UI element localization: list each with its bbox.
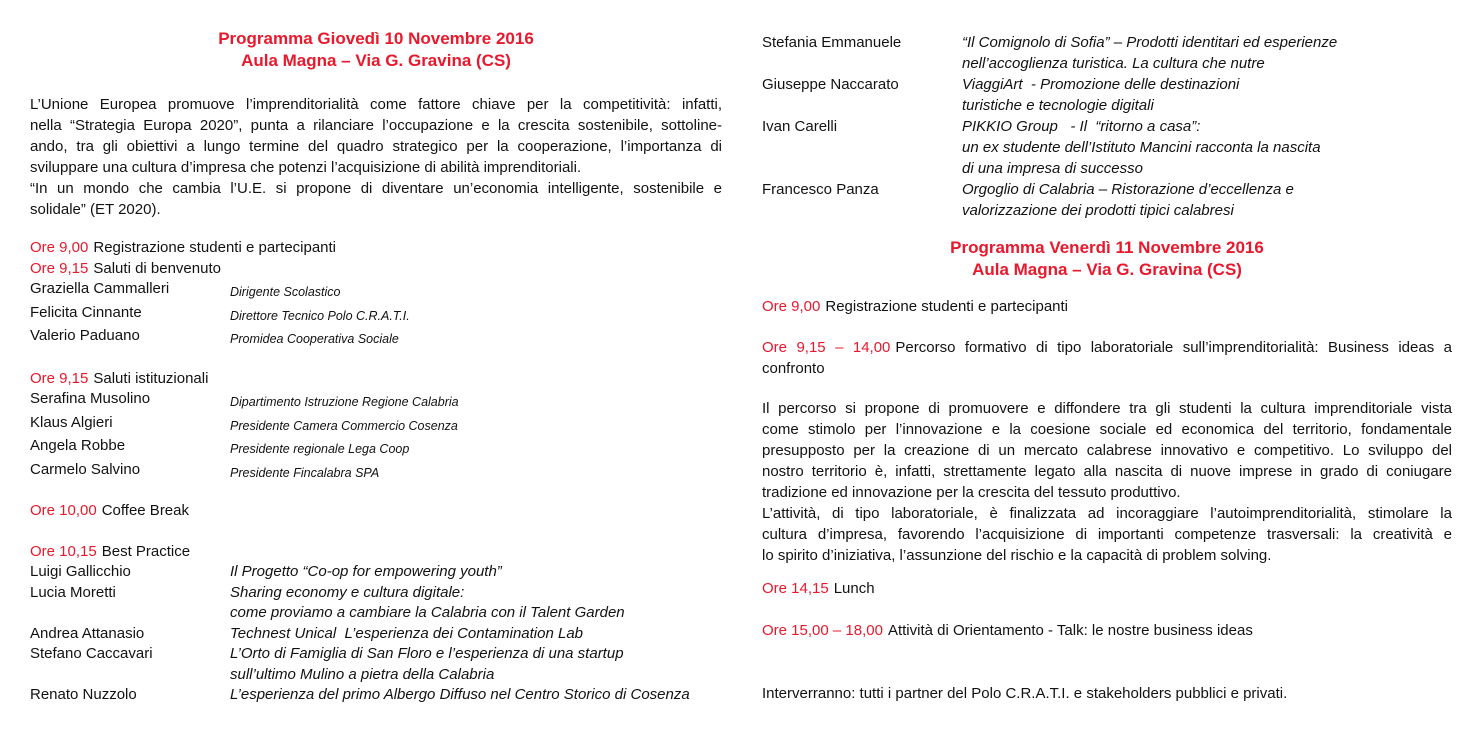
schedule-item-coffee-break: [30, 501, 722, 522]
talk-description: [230, 624, 583, 645]
person-role: Direttore Tecnico Polo C.R.A.T.I.: [230, 308, 410, 323]
person-row: [30, 389, 722, 413]
intro-line: ando, tra gli obiettivi a lungo termine del quadro strategico per la cooperazione, l’importanza di: [30, 138, 722, 155]
schedule-item-registration-friday: [762, 296, 1452, 317]
schedule-label: Lunch: [833, 580, 875, 597]
person-row: [30, 460, 722, 484]
speaker-row: [762, 116, 1452, 179]
speaker-row: [30, 624, 722, 645]
talk-description: [962, 179, 1294, 221]
talk-description: [962, 116, 1321, 179]
person-name: Valerio Paduano: [30, 327, 140, 344]
schedule-label: Registrazione studenti e partecipanti: [93, 239, 337, 256]
friday-program-column: [722, 0, 1479, 738]
intro-line: sviluppare una cultura d’impresa che potenzi l’acquisizione di abilità imprenditoriali.: [30, 159, 582, 176]
best-practice-section: [30, 542, 722, 706]
talk-description-line: Il Progetto “Co-op for empowering youth”: [230, 563, 502, 580]
intro-line: “In un mondo che cambia l’U.E. si propone di diventare un’economia intelligente, sostenibile e: [30, 180, 722, 197]
schedule-time: Ore 10,00: [30, 502, 97, 519]
talk-description-line: Orgoglio di Calabria – Ristorazione d’eccellenza e: [962, 181, 1294, 198]
schedule-label: Saluti di benvenuto: [93, 259, 221, 277]
schedule-label: Registrazione studenti e partecipanti: [825, 298, 1069, 315]
thursday-morning-schedule: [30, 238, 722, 350]
talk-description-line: un ex studente dell’Istituto Mancini racconta la nascita: [962, 139, 1321, 156]
person-name: Serafina Musolino: [30, 390, 151, 407]
person-role: Dirigente Scolastico: [230, 285, 341, 299]
description-line: come stimolo per l’innovazione e la coesione sociale ed economica del territorio, fondamentale: [762, 421, 1452, 438]
friday-title-line2: Aula Magna – Via G. Gravina (CS): [972, 260, 1242, 279]
talk-description-line: Sharing economy e cultura digitale:: [230, 583, 465, 601]
schedule-item-registration: [30, 238, 722, 259]
intro-line: L’Unione Europea promuove l’imprenditorialità come fattore chiave per la competitività: infatti,: [30, 96, 722, 113]
intro-line: solidale” (ET 2020).: [30, 201, 161, 218]
schedule-time: Ore 9,15 – 14,00: [762, 339, 891, 356]
talk-description: [962, 74, 1239, 116]
description-line: Il percorso si propone di promuovere e diffondere tra gli studenti la cultura imprenditoriale vista: [762, 400, 1452, 417]
schedule-label: Percorso formativo di tipo laboratoriale sull’imprenditorialità: Business ideas a confronto: [762, 339, 1452, 377]
person-role: Presidente regionale Lega Coop: [230, 442, 410, 456]
talk-description-line: valorizzazione dei prodotti tipici calabresi: [962, 202, 1234, 219]
schedule-item-lunch: [762, 578, 1452, 599]
talk-description: [230, 644, 624, 685]
partners-note: Interverranno: tutti i partner del Polo C.R.A.T.I. e stakeholders pubblici e privati.: [762, 685, 1288, 702]
person-name: Felicita Cinnante: [30, 303, 142, 321]
talk-description: [230, 685, 690, 706]
talk-description-line: “Il Comignolo di Sofia” – Prodotti identitari ed esperienze: [962, 34, 1338, 51]
speaker-row: [762, 179, 1452, 221]
talk-description: [230, 583, 625, 624]
schedule-item-institutional: [30, 369, 722, 390]
schedule-label: Best Practice: [101, 542, 191, 560]
speaker-name: Lucia Moretti: [30, 583, 116, 601]
schedule-label: Coffee Break: [101, 502, 189, 519]
person-name: Angela Robbe: [30, 437, 126, 454]
talk-description-line: sull’ultimo Mulino a pietra della Calabria: [230, 665, 495, 683]
person-name: Klaus Algieri: [30, 413, 113, 431]
talk-description-line: PIKKIO Group - Il “ritorno a casa”:: [962, 118, 1201, 135]
thursday-title: [30, 28, 722, 72]
schedule-time: Ore 9,00: [762, 298, 821, 315]
speaker-row: [762, 74, 1452, 116]
speaker-name: Stefano Caccavari: [30, 645, 153, 662]
description-line: nostro territorio è, infatti, strettamente legato alla nascita di nuove imprese in grado di coniugare: [762, 463, 1452, 480]
schedule-item-orientation-talk: [762, 620, 1452, 641]
speaker-row: [762, 32, 1452, 74]
thursday-program-column: [0, 0, 722, 738]
person-row: [30, 436, 722, 460]
schedule-label: Saluti istituzionali: [93, 369, 209, 387]
talk-description: [230, 562, 502, 583]
talk-description-line: come proviamo a cambiare la Calabria con il Talent Garden: [230, 604, 625, 621]
schedule-time: Ore 14,15: [762, 580, 829, 597]
person-row: [30, 326, 722, 350]
description-line: tradizione ed innovazione per la crescita del tessuto produttivo.: [762, 484, 1181, 501]
friday-title-line1: Programma Venerdì 11 Novembre 2016: [950, 238, 1264, 257]
schedule-item-workshop: [762, 337, 1452, 379]
coffee-break-section: [30, 501, 722, 522]
schedule-time: Ore 9,15: [30, 259, 89, 277]
talk-description-line: L’esperienza del primo Albergo Diffuso nel Centro Storico di Cosenza: [230, 686, 690, 703]
workshop-description: [762, 398, 1452, 566]
speaker-name: Giuseppe Naccarato: [762, 76, 899, 93]
best-practice-speakers-continued: [762, 32, 1452, 221]
speaker-name: Renato Nuzzolo: [30, 686, 137, 703]
talk-description-line: L’Orto di Famiglia di San Floro e l’esperienza di una startup: [230, 645, 624, 662]
description-line: lo spirito d’iniziativa, l’assunzione del rischio e la capacità di problem solving.: [762, 547, 1272, 564]
person-role: Promidea Cooperativa Sociale: [230, 332, 399, 346]
description-line: presupposto per la creazione di un mercato calabrese innovativo e competitivo. Lo sviluppo del: [762, 442, 1452, 459]
schedule-item-welcome: [30, 259, 722, 280]
schedule-item-best-practice: [30, 542, 722, 563]
talk-description-line: di una impresa di successo: [962, 160, 1143, 177]
intro-line: nella “Strategia Europa 2020”, punta a rilanciare l’occupazione e la crescita sostenibile, sottoline-: [30, 117, 722, 134]
thursday-title-line1: Programma Giovedì 10 Novembre 2016: [218, 29, 534, 48]
person-role: Presidente Fincalabra SPA: [230, 465, 380, 480]
talk-description-line: ViaggiArt - Promozione delle destinazioni: [962, 76, 1240, 93]
speaker-row: [30, 583, 722, 624]
description-line: L’attività, di tipo laboratoriale, è finalizzata ad incoraggiare l’autoimprenditorialità, stimolare la: [762, 505, 1452, 522]
intro-paragraphs: [30, 94, 722, 220]
description-line: cultura d’impresa, favorendo l’acquisizione di importanti competenze trasversali: la creatività e: [762, 526, 1452, 543]
speaker-name: Luigi Gallicchio: [30, 563, 131, 580]
speaker-name: Stefania Emmanuele: [762, 34, 902, 51]
talk-description-line: nell’accoglienza turistica. La cultura che nutre: [962, 55, 1265, 72]
institutional-greetings-section: [30, 369, 722, 484]
schedule-time: Ore 9,15: [30, 369, 89, 387]
speaker-name: Andrea Attanasio: [30, 624, 145, 642]
speaker-name: Francesco Panza: [762, 181, 879, 198]
person-name: Graziella Cammalleri: [30, 280, 170, 297]
thursday-title-line2: Aula Magna – Via G. Gravina (CS): [241, 51, 511, 70]
person-row: [30, 413, 722, 437]
talk-description: [962, 32, 1337, 74]
speaker-row: [30, 685, 722, 706]
talk-description-line: turistiche e tecnologie digitali: [962, 97, 1154, 114]
schedule-time: Ore 10,15: [30, 542, 97, 560]
schedule-label: Attività di Orientamento - Talk: le nostre business ideas: [887, 622, 1253, 639]
speaker-row: [30, 562, 722, 583]
person-name: Carmelo Salvino: [30, 460, 141, 478]
speaker-row: [30, 644, 722, 685]
speaker-name: Ivan Carelli: [762, 118, 838, 135]
person-role: Dipartimento Istruzione Regione Calabria: [230, 395, 459, 409]
person-role: Presidente Camera Commercio Cosenza: [230, 418, 458, 433]
person-row: [30, 303, 722, 327]
person-row: [30, 279, 722, 303]
friday-title: [762, 237, 1452, 281]
schedule-time: Ore 9,00: [30, 239, 89, 256]
talk-description-line: Technest Unical L’esperienza dei Contamination Lab: [230, 624, 584, 642]
schedule-time: Ore 15,00 – 18,00: [762, 622, 883, 639]
